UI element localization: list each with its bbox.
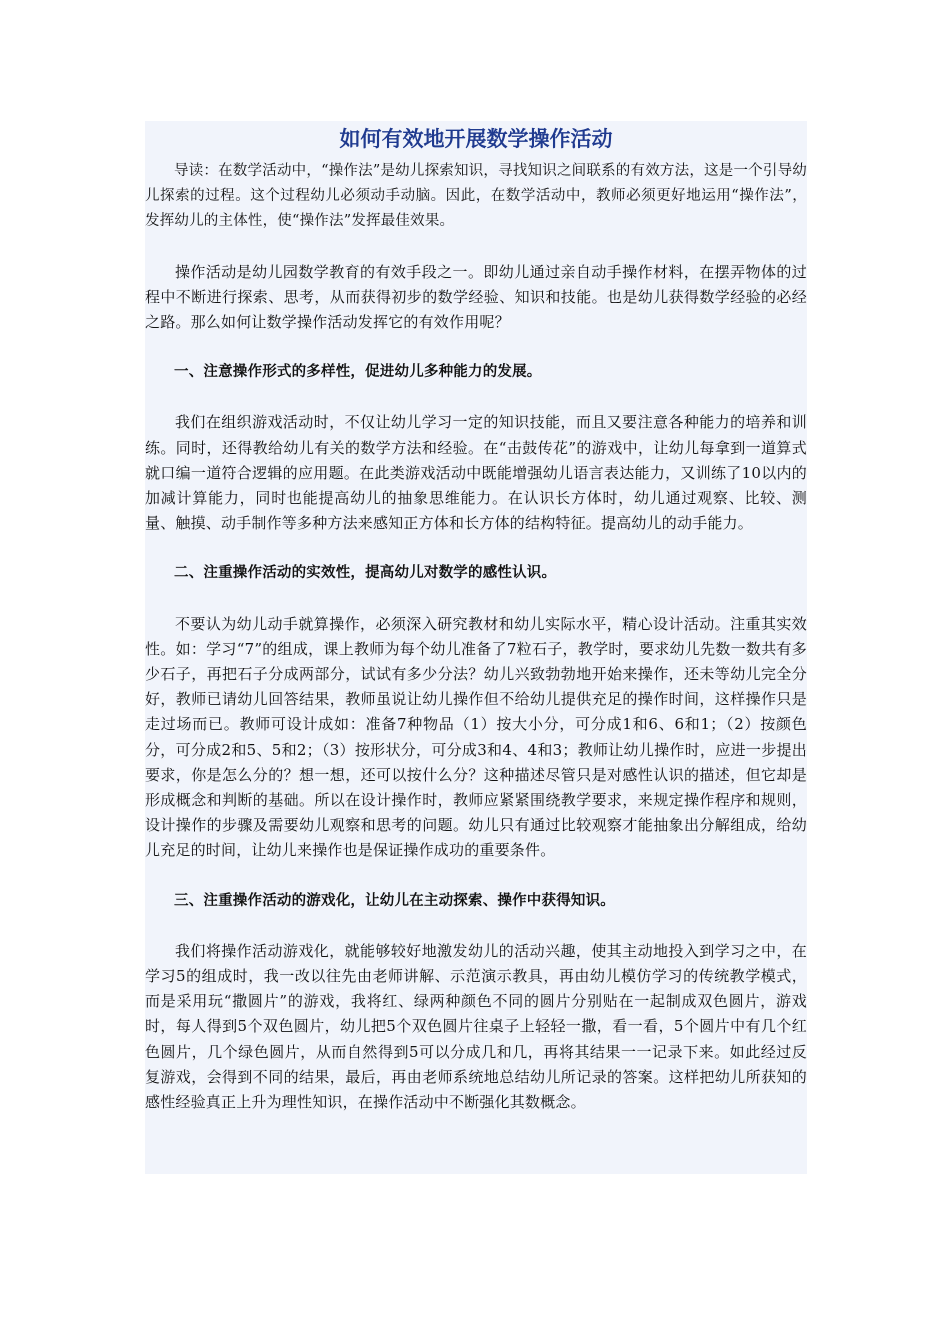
paragraph-spacer (145, 914, 807, 939)
section-1-heading: 一、注意操作形式的多样性，促进幼儿多种能力的发展。 (174, 364, 542, 381)
paragraph-spacer (145, 587, 807, 612)
section-2-heading: 二、注重操作活动的实效性，提高幼儿对数学的感性认识。 (174, 565, 557, 582)
section-2-body: 不要认为幼儿动手就算操作，必须深入研究教材和幼儿实际水平，精心设计活动。注重其实效性。如：学习“7”的组成，课上教师为每个幼儿准备了7粒石子，教学时，要求幼儿先数一数共有多少石子，再把石子分成两部分，试试有多少分法？幼儿兴致勃勃地开始来操作，还未等幼儿完全分好，教师已请幼儿回答结果，教师虽说让幼儿操作但不给幼儿提供充足的操作时间，这样操作只是走过场而已。教师可设计成如：准备7种物品（1）按大小分，可分成1和6、6和1；（2）按颜色分，可分成2和5、5和2；（3）按形状分，可分成3和4、4和3；教师让幼儿操作时，应进一步提出要求，你是怎么分的？想一想，还可以按什么分？这种描述尽管只是对感性认识的描述，但它却是形成概念和判断的基础。所以在设计操作时，教师应紧紧围绕教学要求，来规定操作程序和规则，设计操作的步骤及需要幼儿观察和思考的问题。幼儿只有通过比较观察才能抽象出分解组成，给幼儿充足的时间，让幼儿来操作也是保证操作成功的重要条件。 (145, 614, 807, 860)
paragraph-spacer (145, 536, 807, 561)
opening-paragraph: 操作活动是幼儿园数学教育的有效手段之一。即幼儿通过亲自动手操作材料，在摆弄物体的过程中不断进行探索、思考，从而获得初步的数学经验、知识和技能。也是幼儿获得数学经验的必经之路。那么如何让数学操作活动发挥它的有效作用呢？ (145, 262, 807, 332)
paragraph-spacer (145, 864, 807, 889)
section-3-body: 我们将操作活动游戏化，就能够较好地激发幼儿的活动兴趣，使其主动地投入到学习之中，在学习5的组成时，我一改以往先由老师讲解、示范演示教具，再由幼儿模仿学习的传统教学模式，而是采用玩“撒圆片”的游戏，我将红、绿两种颜色不同的圆片分别贴在一起制成双色圆片，游戏时，每人得到5个双色圆片，幼儿把5个双色圆片往桌子上轻轻一撒，看一看，5个圆片中有几个红色圆片，几个绿色圆片，从而自然得到5可以分成几和几，再将其结果一一记录下来。如此经过反复游戏，会得到不同的结果，最后，再由老师系统地总结幼儿所记录的答案。这样把幼儿所获知的感性经验真正上升为理性知识，在操作活动中不断强化其数概念。 (145, 941, 807, 1112)
article-title: 如何有效地开展数学操作活动 (339, 127, 613, 151)
paragraph-spacer (145, 235, 807, 260)
section-1-body: 我们在组织游戏活动时，不仅让幼儿学习一定的知识技能，而且又要注意各种能力的培养和训练。同时，还得教给幼儿有关的数学方法和经验。在“击鼓传花”的游戏中，让幼儿每拿到一道算式就口编一道符合逻辑的应用题。在此类游戏活动中既能增强幼儿语言表达能力，又训练了10以内的加减计算能力，同时也能提高幼儿的抽象思维能力。在认识长方体时，幼儿通过观察、比较、测量、触摸、动手制作等多种方法来感知正方体和长方体的结构特征。提高幼儿的动手能力。 (145, 413, 807, 533)
paragraph-spacer (145, 335, 807, 360)
paragraph-spacer (145, 385, 807, 410)
intro-paragraph: 导读：在数学活动中，“操作法”是幼儿探索知识，寻找知识之间联系的有效方法，这是一个引导幼儿探索的过程。这个过程幼儿必须动手动脑。因此，在数学活动中，教师必须更好地运用“操作法”，发挥幼儿的主体性，使“操作法”发挥最佳效果。 (145, 163, 807, 230)
article-panel (145, 121, 807, 1174)
section-3-heading: 三、注重操作活动的游戏化，让幼儿在主动探索、操作中获得知识。 (174, 892, 615, 909)
